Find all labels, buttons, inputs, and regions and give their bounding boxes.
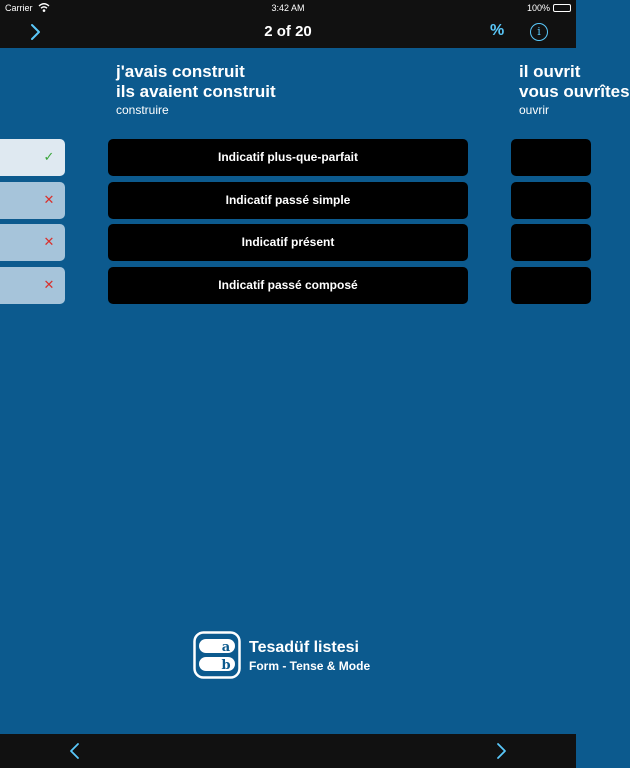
chevron-right-icon[interactable]: [492, 739, 510, 763]
previous-answer-correct: [0, 139, 65, 176]
next-answer-button: [511, 224, 591, 261]
next-answer-button: [511, 182, 591, 219]
chevron-left-icon[interactable]: [66, 739, 84, 763]
bottom-toolbar: [0, 734, 576, 768]
cross-icon: ✕: [43, 234, 55, 249]
previous-answer-wrong: [0, 267, 65, 304]
answer-button[interactable]: Indicatif présent: [108, 224, 468, 261]
verb-form-2: ils avaient construit: [116, 82, 276, 101]
answer-button[interactable]: Indicatif passé composé: [108, 267, 468, 304]
cross-icon: ✕: [43, 277, 55, 292]
percent-button[interactable]: %: [490, 22, 505, 39]
chevron-right-icon[interactable]: [26, 20, 46, 44]
battery-percent: 100%: [526, 3, 550, 13]
badge-letter-a: a: [221, 640, 231, 655]
cross-icon: ✕: [43, 192, 55, 207]
checkmark-icon: ✓: [43, 149, 55, 164]
info-icon[interactable]: i: [530, 23, 548, 41]
previous-answer-wrong: [0, 182, 65, 219]
clock: 3:42 AM: [271, 3, 305, 13]
battery-icon: [553, 4, 571, 12]
logo-title: Tesadüf listesi: [249, 639, 359, 656]
status-bar: [0, 0, 576, 16]
next-card-header: [519, 62, 630, 118]
ab-badge-icon: [193, 631, 241, 679]
answer-button[interactable]: Indicatif plus-que-parfait: [108, 139, 468, 176]
page-title: 2 of 20: [264, 23, 312, 40]
next-infinitive-label: ouvrir: [519, 103, 550, 117]
infinitive-label: construire: [116, 103, 169, 117]
badge-letter-b: b: [221, 658, 231, 673]
next-answer-button: [511, 267, 591, 304]
nav-bar: [0, 16, 576, 48]
previous-answer-wrong: [0, 224, 65, 261]
verb-form-1: j'avais construit: [116, 62, 245, 81]
carrier-label: Carrier: [5, 3, 33, 13]
logo-subtitle: Form - Tense & Mode: [249, 659, 371, 673]
next-verb-form-1: il ouvrit: [519, 62, 581, 81]
app-logo: [193, 631, 393, 681]
current-card-header: [116, 62, 276, 118]
next-verb-form-2: vous ouvrîtes: [519, 82, 630, 101]
answer-button[interactable]: Indicatif passé simple: [108, 182, 468, 219]
next-answer-button: [511, 139, 591, 176]
